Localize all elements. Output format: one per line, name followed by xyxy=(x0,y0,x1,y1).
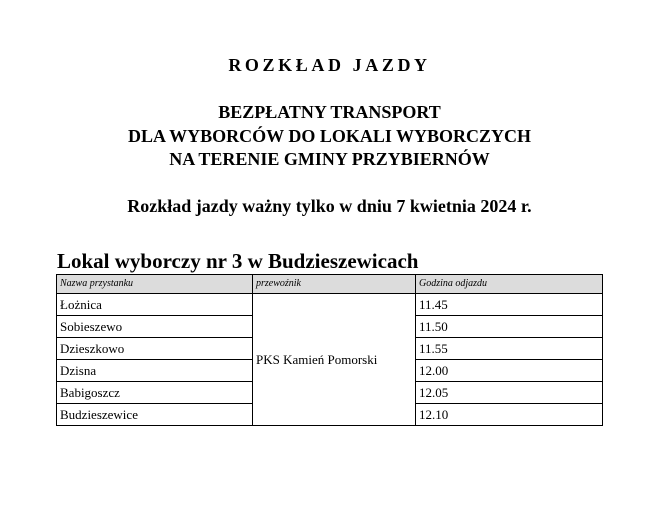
departure-time: 12.00 xyxy=(416,360,603,382)
header-carrier: przewoźnik xyxy=(253,275,416,294)
subtitle-line-3: NA TERENIE GMINY PRZYBIERNÓW xyxy=(169,149,490,169)
stop-name: Dzisna xyxy=(57,360,253,382)
subtitle-line-2: DLA WYBORCÓW DO LOKALI WYBORCZYCH xyxy=(127,126,532,146)
section-title: Lokal wyborczy nr 3 w Budzieszewicach xyxy=(57,249,419,273)
stop-name: Sobieszewo xyxy=(57,316,253,338)
stop-name: Babigoszcz xyxy=(57,382,253,404)
header-stop: Nazwa przystanku xyxy=(57,275,253,294)
table-header-row xyxy=(57,275,603,294)
subtitle-line-1: BEZPŁATNY TRANSPORT xyxy=(218,102,441,122)
departure-time: 11.45 xyxy=(416,294,603,316)
stop-name: Budzieszewice xyxy=(57,404,253,426)
table-row xyxy=(57,294,603,316)
departure-time: 11.50 xyxy=(416,316,603,338)
departure-time: 12.10 xyxy=(416,404,603,426)
schedule-table xyxy=(56,274,603,426)
departure-time: 11.55 xyxy=(416,338,603,360)
stop-name: Dzieszkowo xyxy=(57,338,253,360)
document-title: ROZKŁAD JAZDY xyxy=(228,55,431,75)
validity-note: Rozkład jazdy ważny tylko w dniu 7 kwietnia 2024 r. xyxy=(127,196,532,216)
stop-name: Łożnica xyxy=(57,294,253,316)
carrier-cell: PKS Kamień Pomorski xyxy=(253,294,416,426)
departure-time: 12.05 xyxy=(416,382,603,404)
header-departure: Godzina odjazdu xyxy=(416,275,603,294)
